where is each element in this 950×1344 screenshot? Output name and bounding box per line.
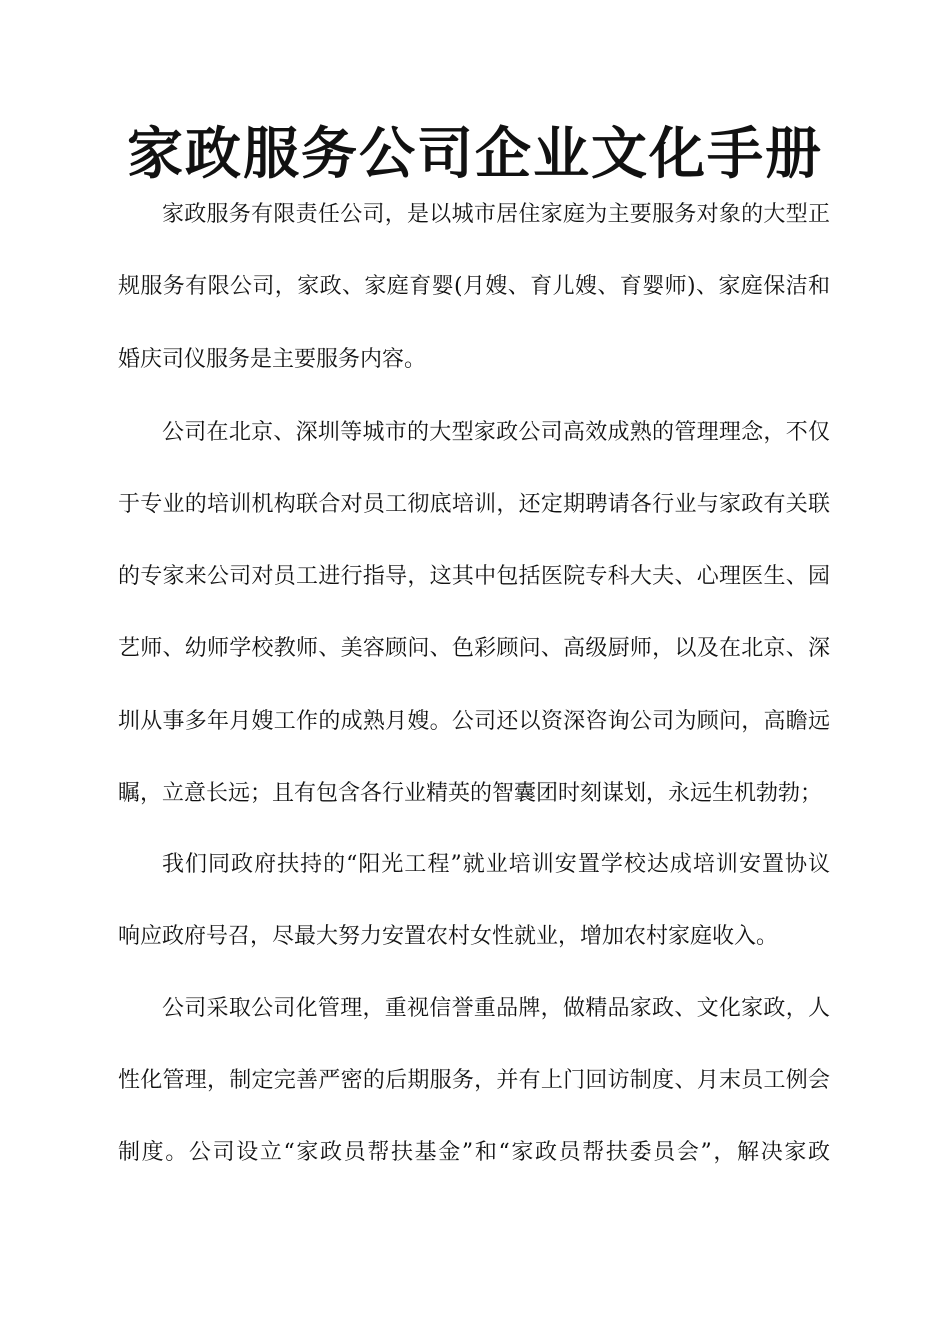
paragraph-line: 圳从事多年月嫂工作的成熟月嫂。公司还以资深咨询公司为顾问，高瞻远 xyxy=(118,709,830,734)
paragraph-line: 制度。公司设立“家政员帮扶基金”和“家政员帮扶委员会”，解决家政 xyxy=(118,1140,830,1165)
paragraph-line: 响应政府号召，尽最大努力安置农村女性就业，增加农村家庭收入。 xyxy=(118,924,779,949)
paragraph-line: 规服务有限公司，家政、家庭育婴(月嫂、育儿嫂、育婴师)、家庭保洁和 xyxy=(118,274,830,299)
paragraph-line: 艺师、幼师学校教师、美容顾问、色彩顾问、高级厨师，以及在北京、深 xyxy=(118,636,830,661)
paragraph-line: 公司在北京、深圳等城市的大型家政公司高效成熟的管理理念，不仅 xyxy=(162,420,830,445)
paragraph-line: 家政服务有限责任公司，是以城市居住家庭为主要服务对象的大型正 xyxy=(162,202,830,227)
paragraph-line: 于专业的培训机构联合对员工彻底培训，还定期聘请各行业与家政有关联 xyxy=(118,492,830,517)
paragraph-line: 婚庆司仪服务是主要服务内容。 xyxy=(118,347,427,372)
document-title: 家政服务公司企业文化手册 xyxy=(127,121,823,187)
paragraph-line: 性化管理，制定完善严密的后期服务，并有上门回访制度、月末员工例会 xyxy=(118,1068,830,1093)
paragraph-line: 我们同政府扶持的“阳光工程”就业培训安置学校达成培训安置协议 xyxy=(162,852,830,877)
paragraph-line: 的专家来公司对员工进行指导，这其中包括医院专科大夫、心理医生、园 xyxy=(118,564,830,589)
paragraph-line: 瞩，立意长远；且有包含各行业精英的智囊团时刻谋划，永远生机勃勃； xyxy=(118,781,823,806)
paragraph-line: 公司采取公司化管理，重视信誉重品牌，做精品家政、文化家政，人 xyxy=(162,996,830,1021)
